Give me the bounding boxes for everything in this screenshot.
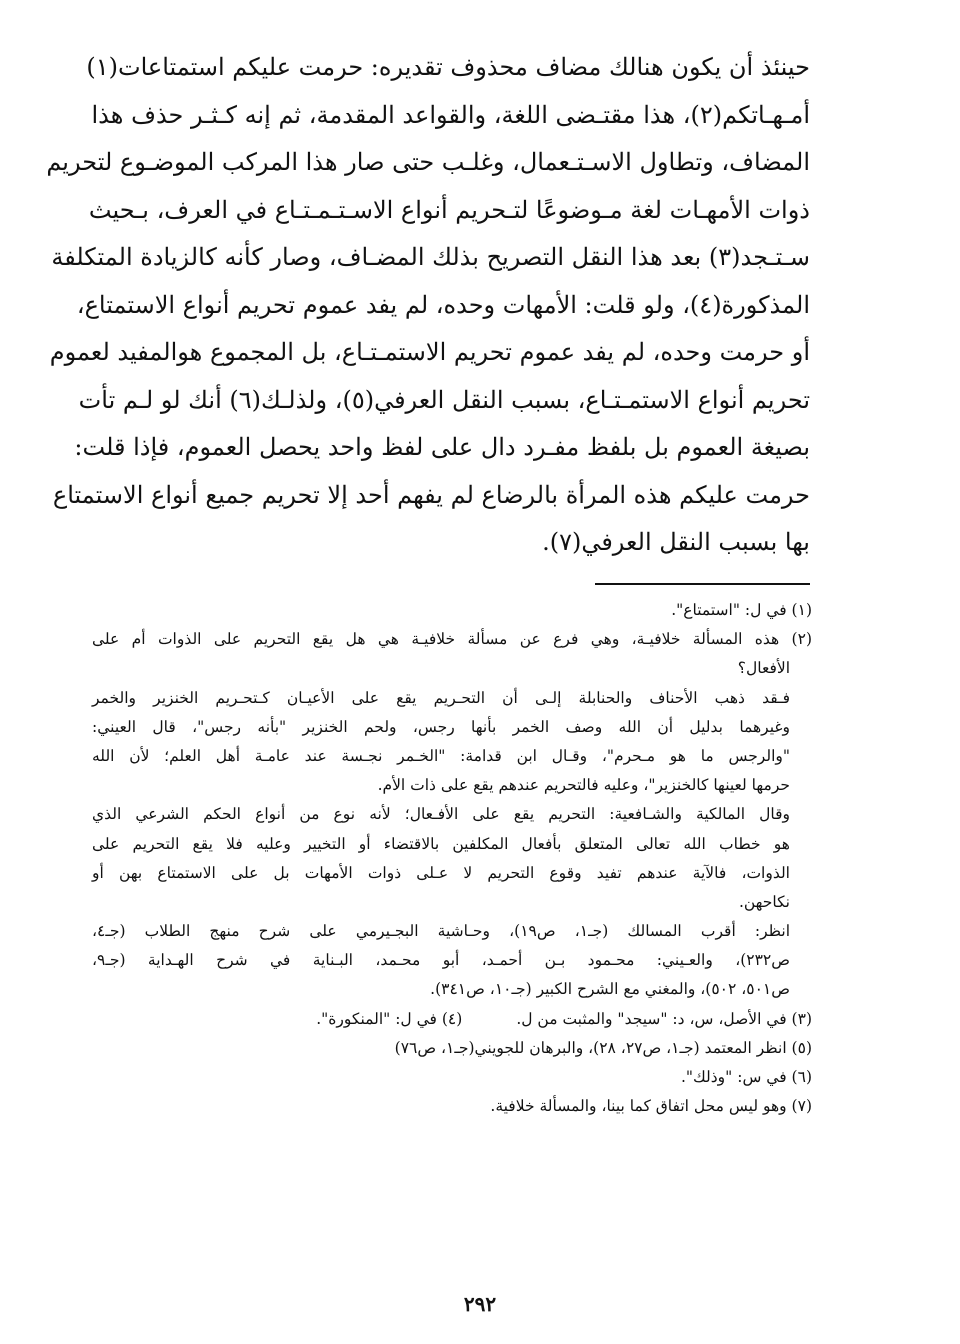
footnote-2-para-2-line: هو خطاب الله تعالى المتعلق بأفعال المكلفين بالاقتضاء أو التخيير وعليه فلا يقع التحريم على <box>92 834 790 853</box>
footnote-4: (٤) في ل: "المنكورة". <box>316 1009 463 1028</box>
footnote-2-para-2-line: الذوات، فالآية عندهم تفيد وقوع التحريم لا عـلى ذوات الأمهات بل على الاستمتاع بهن أو <box>92 863 790 882</box>
body-line: بها بسبب النقل العرفي(٧). <box>542 528 810 556</box>
footnote-3: (٣) في الأصل، س، د: "سيجد" والمثبت من ل. <box>516 1009 812 1028</box>
footnote-2-para-1-line: فـقد ذهب الأحناف والحنابلة إلـى أن التحـريم يقع على الأعيـان كـتحـريم الخنزير والخمر <box>92 688 790 707</box>
footnotes <box>92 596 812 1121</box>
footnote-6: (٦) في س: "وذلك". <box>680 1068 812 1086</box>
body-line: حرمت عليكم هذه المرأة بالرضاع لم يفهم أحد إلا تحريم جميع أنواع الاستمتاع <box>52 480 810 509</box>
footnote-7: (٧) وهو ليس محل اتفاق كما بينا، والمسألة خلافية. <box>490 1097 812 1116</box>
body-line: حينئذ أن يكون هنالك مضاف محذوف تقديره: حرمت عليكم استمتاعات(١) <box>86 53 810 81</box>
footnote-2-para-2-line: نكاحهن. <box>738 892 790 911</box>
main-body-text <box>46 44 810 567</box>
body-line: المضاف، وتطاول الاسـتـعمال، وغلـب حتى صار هذا المركب الموضـوع لتحريم <box>46 148 810 176</box>
footnote-2-line: (٢) هذه المسألة خلافيـة، وهي فرع عن مسألة خلافيـة هي هل يقع التحريم على الذوات أم على <box>92 630 812 649</box>
body-line: تحريم أنواع الاستمـتـاع، بسبب النقل العرفي(٥)، ولذلـك(٦) أنك لو لـم تأت <box>78 385 810 414</box>
footnote-2-refs-line: انظر: أقرب المسالك (جـ١، ص١٩)، وحـاشية البجـيرمي على شرح منهج الطلاب (جـ٤، <box>92 922 791 941</box>
body-line: أمـهـاتكم(٢)، هذا مقتـضى اللغة، والقواعد المقدمة، ثم إنه كـثـر حذف هذا <box>91 100 810 129</box>
footnotes-3-4-row <box>92 1005 812 1034</box>
footnote-2-para-1-line: وغيرهما بدليل أن الله وصف الخمر بأنها رجس، ولحم الخنزير "بأنه رجس"، قال العيني: <box>92 717 790 736</box>
body-line: سـتـجد(٣) بعد هذا النقل التصريح بذلك المضـاف، وصار كأنه كالزيادة المتكلفة <box>51 243 810 271</box>
footnote-2-refs-line: ص٥٠١، ٥٠٢)، والمغني مع الشرح الكبير (جـ١٠، ص٣٤١). <box>430 980 790 999</box>
footnote-2-refs-line: ص٢٣٢)، والعـيني: محـمود بـن أحمـد، أبو محـمد، البـناية في شرح الهـداية (جـ٩، <box>92 951 790 970</box>
footnote-1: (١) في ل: "استمتاع". <box>671 601 812 619</box>
footnote-divider <box>595 583 810 585</box>
body-line: أو حرمت وحده، لم يفد عموم تحريم الاستمـتـاع، بل المجموع هوالمفيد لعموم <box>49 338 810 366</box>
body-line: المذكورة(٤)، ولو قلت: الأمهات وحده، لم يفد عموم تحريم أنواع الاستمتاع، <box>76 290 810 319</box>
body-line: ذوات الأمهـات لغة مـوضوعًا لتـحريم أنواع الاسـتـمـتـاع في العرف، بـحيث <box>88 195 810 224</box>
footnote-2-para-2-line: وقال المالكية والشـافعية: التحريم يقع على الأفـعال؛ لأنه نوع من أنواع الحكم الشرعي الذي <box>92 805 790 824</box>
body-line: بصيغة العموم بل بلفظ مفـرد دال على لفظ واحد يحصل العموم، فإذا قلت: <box>74 433 810 461</box>
page-number: ٢٩٢ <box>463 1292 497 1316</box>
footnote-2-para-1-line: حرمها لعينها كالخنزير"، وعليه فالتحريم عندهم يقع على ذات الأم. <box>377 776 790 795</box>
footnote-2-line: الأفعال؟ <box>737 659 790 678</box>
footnote-5: (٥) انظر المعتمد (جـ١، ص٢٧، ٢٨)، والبرهان للجويني(جـ١، ص٧٦) <box>394 1038 812 1057</box>
footnote-2-para-1-line: "والرجس ما هو مـحرم"، وقـال ابن قدامة: "الخـمر نجـسة عند عامـة أهل العلم؛ لأن الله <box>92 746 790 765</box>
